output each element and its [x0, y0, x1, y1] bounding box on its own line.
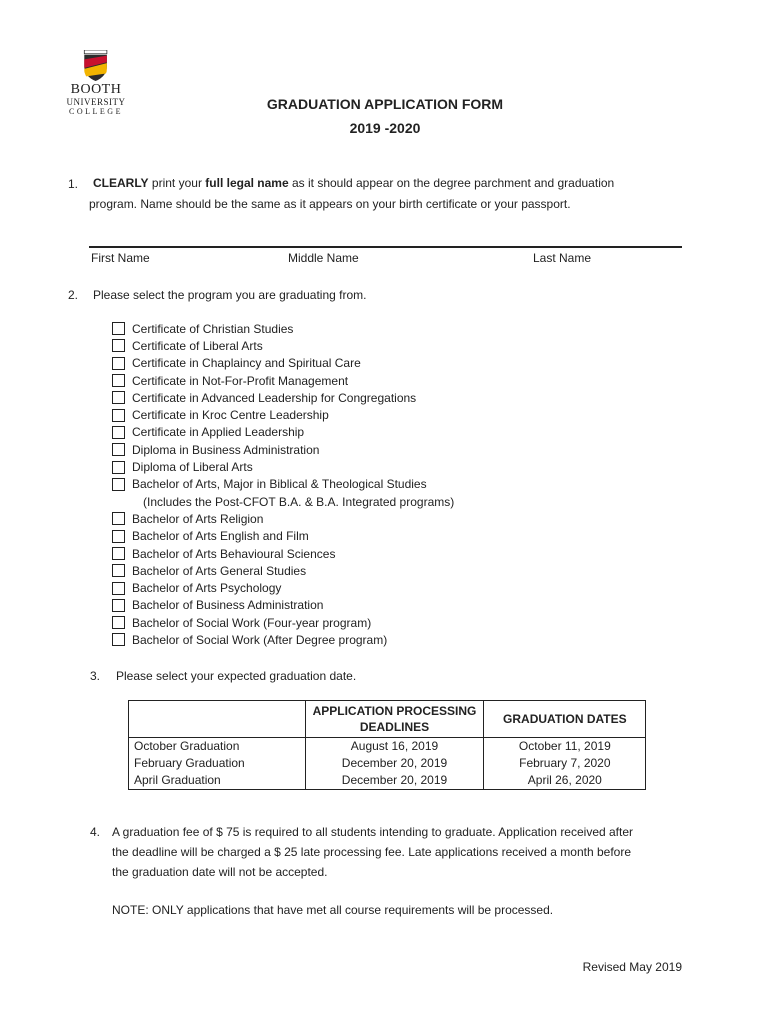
program-label: Bachelor of Arts Religion	[132, 511, 264, 526]
program-label: Bachelor of Arts Psychology	[132, 581, 282, 596]
fee-line-1: A graduation fee of $ 75 is required to all students intending to graduate. Application received after	[112, 825, 634, 839]
list-item	[112, 355, 454, 372]
program-checkbox[interactable]	[112, 339, 125, 352]
table-header-row	[128, 700, 646, 738]
list-item	[112, 528, 454, 545]
section-3-prompt: Please select your expected graduation date.	[116, 669, 357, 683]
logo-line3: COLLEGE	[69, 107, 123, 116]
program-label: Certificate in Chaplaincy and Spiritual Care	[132, 356, 361, 371]
table-cell: December 20, 2019	[306, 755, 483, 772]
logo-line1: BOOTH	[70, 82, 122, 97]
program-checkbox[interactable]	[112, 391, 125, 404]
fee-line-3: the graduation date will not be accepted.	[112, 865, 328, 879]
table-cell: August 16, 2019	[306, 738, 483, 756]
program-label: Bachelor of Arts English and Film	[132, 529, 309, 544]
middle-name-label: Middle Name	[288, 251, 359, 265]
list-item	[112, 320, 454, 337]
program-checkbox[interactable]	[112, 616, 125, 629]
graduation-dates-table	[128, 700, 646, 789]
list-item	[112, 389, 454, 406]
program-checkbox[interactable]	[112, 530, 125, 543]
logo-line2: UNIVERSITY	[66, 97, 126, 107]
requirements-note: NOTE: ONLY applications that have met all course requirements will be processed.	[112, 903, 554, 917]
table-cell: October 11, 2019	[518, 739, 611, 753]
table-row	[128, 755, 646, 772]
table-header: GRADUATION DATES	[483, 700, 646, 738]
program-checkbox[interactable]	[112, 599, 125, 612]
table-cell: December 20, 2019	[306, 772, 483, 789]
program-checkbox[interactable]	[112, 409, 125, 422]
list-item	[112, 579, 454, 596]
table-cell: April Graduation	[128, 772, 306, 789]
program-checkbox[interactable]	[112, 582, 125, 595]
name-signature-line[interactable]	[89, 246, 682, 248]
program-checkbox[interactable]	[112, 461, 125, 474]
program-checkbox[interactable]	[112, 564, 125, 577]
program-checkbox[interactable]	[112, 512, 125, 525]
first-name-label: First Name	[91, 251, 150, 265]
list-item	[112, 510, 454, 527]
list-item	[112, 476, 454, 493]
list-item	[112, 562, 454, 579]
list-item	[112, 337, 454, 354]
program-checkbox[interactable]	[112, 426, 125, 439]
program-label: Certificate of Christian Studies	[132, 321, 294, 336]
program-note: (Includes the Post-CFOT B.A. & B.A. Integrated programs)	[143, 494, 455, 509]
table-cell: April 26, 2020	[527, 773, 602, 787]
list-item	[112, 372, 454, 389]
last-name-label: Last Name	[533, 251, 592, 265]
program-label: Certificate in Advanced Leadership for Congregations	[132, 390, 417, 405]
section-1-line2: program. Name should be the same as it appears on your birth certificate or your passport.	[89, 197, 571, 211]
program-label: Bachelor of Arts Behavioural Sciences	[132, 546, 336, 561]
list-item	[112, 424, 454, 441]
table-row	[128, 772, 646, 789]
clearly-emphasis: CLEARLY	[93, 176, 149, 190]
fee-paragraph	[112, 822, 687, 882]
program-checkbox[interactable]	[112, 478, 125, 491]
booth-college-crest	[80, 50, 130, 82]
program-label: Certificate in Not-For-Profit Management	[132, 373, 349, 388]
list-item	[112, 614, 454, 631]
program-checklist	[112, 320, 454, 649]
revised-date: Revised May 2019	[582, 960, 682, 974]
form-title: GRADUATION APPLICATION FORM	[266, 96, 504, 112]
full-legal-name-emphasis: full legal name	[205, 176, 289, 190]
section-4-number: 4.	[90, 825, 101, 839]
table-cell: February Graduation	[128, 755, 306, 772]
program-label: Bachelor of Social Work (Four-year program)	[132, 615, 372, 630]
fee-line-2: the deadline will be charged a $ 25 late processing fee. Late applications received a month before	[112, 845, 632, 859]
program-label: Diploma in Business Administration	[132, 442, 320, 457]
list-item	[112, 545, 454, 562]
table-header	[128, 700, 306, 738]
list-item	[112, 441, 454, 458]
program-label: Certificate in Applied Leadership	[132, 425, 305, 440]
list-item	[112, 458, 454, 475]
table-cell: October Graduation	[128, 738, 306, 756]
program-label: Certificate of Liberal Arts	[132, 338, 263, 353]
section-2-prompt: Please select the program you are graduating from.	[93, 288, 367, 302]
program-checkbox[interactable]	[112, 357, 125, 370]
program-label: Diploma of Liberal Arts	[132, 460, 253, 475]
section-1-number: 1.	[68, 177, 79, 191]
program-checkbox[interactable]	[112, 322, 125, 335]
program-label: Bachelor of Business Administration	[132, 598, 324, 613]
form-year: 2019 -2020	[349, 120, 421, 136]
section-3-number: 3.	[90, 669, 101, 683]
section-1-text-a: print your	[148, 176, 206, 190]
section-1-text-b: as it should appear on the degree parchment and graduation	[288, 176, 615, 190]
program-label: Bachelor of Social Work (After Degree program)	[132, 632, 388, 647]
program-checkbox[interactable]	[112, 374, 125, 387]
list-item	[112, 406, 454, 423]
table-header: APPLICATION PROCESSING DEADLINES	[306, 700, 483, 738]
section-1-text	[93, 173, 614, 194]
program-label: Certificate in Kroc Centre Leadership	[132, 408, 329, 423]
program-checkbox[interactable]	[112, 443, 125, 456]
list-item	[112, 597, 454, 614]
table-row	[128, 738, 646, 756]
section-2-number: 2.	[68, 288, 79, 302]
table-cell: February 7, 2020	[519, 756, 611, 770]
program-checkbox[interactable]	[112, 633, 125, 646]
list-item	[112, 631, 454, 648]
program-label: Bachelor of Arts General Studies	[132, 563, 307, 578]
list-item-note	[112, 493, 454, 510]
program-checkbox[interactable]	[112, 547, 125, 560]
program-label: Bachelor of Arts, Major in Biblical & Theological Studies	[132, 477, 427, 492]
